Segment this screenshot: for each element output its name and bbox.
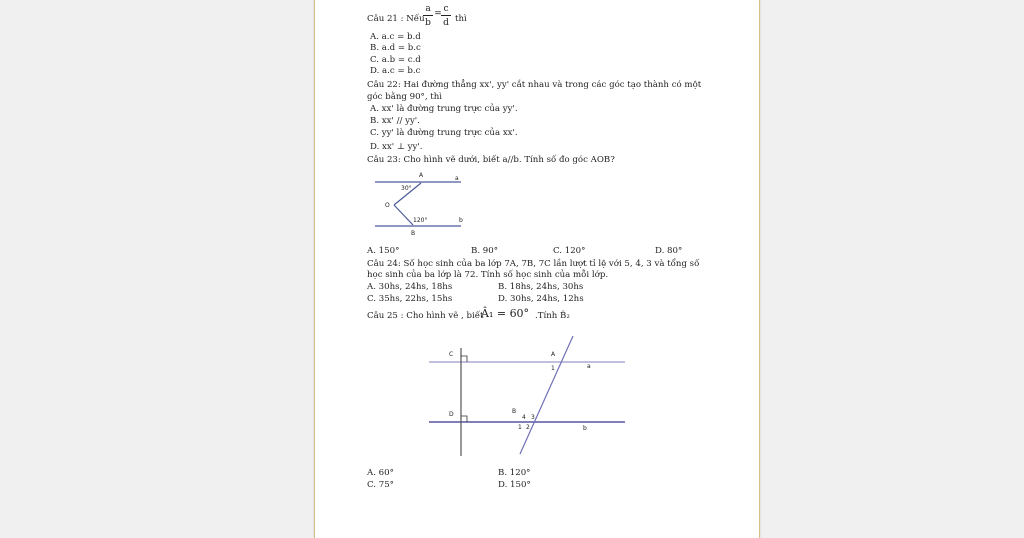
q24-line-2: học sinh của ba lớp là 72. Tính số học sinh của mỗi lớp.	[367, 270, 609, 280]
q25-label-b: b	[583, 425, 587, 432]
q23-label-B: B	[411, 230, 416, 237]
q25-label-B: B	[512, 408, 517, 415]
q25-angle-2: 2	[526, 424, 530, 431]
q25-angle-3: 3	[531, 414, 535, 421]
q23-option-c: C. 120°	[553, 246, 586, 256]
q25-option-c: C. 75°	[367, 480, 394, 490]
q25-label-a: a	[587, 363, 591, 370]
q23-option-a: A. 150°	[367, 246, 400, 256]
q23-label-A: A	[419, 172, 424, 179]
q21-option-b: B. a.d = b.c	[370, 43, 421, 53]
q25-option-b: B. 120°	[498, 468, 531, 478]
q22-option-c: C. yy' là đường trung trực của xx'.	[370, 128, 518, 138]
q25-stem: Câu 25 : Cho hình vẽ , biết	[367, 311, 484, 321]
q24-line-1: Câu 24: Số học sinh của ba lớp 7A, 7B, 7C lần lượt tỉ lệ với 5, 4, 3 và tổng số	[367, 259, 700, 269]
q25-option-d: D. 150°	[498, 480, 531, 490]
q22-option-d: D. xx' ⊥ yy'.	[370, 142, 423, 152]
q22-line-1: Câu 22: Hai đường thẳng xx', yy' cắt nhau và trong các góc tạo thành có một	[367, 80, 702, 90]
q25-given: Â₁ = 60°	[481, 307, 530, 320]
q25-figure	[315, 0, 759, 538]
q23-angle-30: 30°	[401, 185, 412, 192]
q25-label-D: D	[449, 411, 454, 418]
q23-label-a: a	[455, 175, 459, 182]
q24-option-a: A. 30hs, 24hs, 18hs	[367, 282, 453, 292]
q23-option-b: B. 90°	[471, 246, 499, 256]
q21-prefix: Câu 21 : Nếu	[367, 14, 425, 24]
q24-option-c: C. 35hs, 22hs, 15hs	[367, 294, 453, 304]
q25-angle-4: 4	[522, 414, 526, 421]
q21-numerator-2: c	[443, 4, 449, 14]
q22-option-b: B. xx' // yy'.	[370, 116, 420, 126]
q24-option-b: B. 18hs, 24hs, 30hs	[498, 282, 584, 292]
q24-option-d: D. 30hs, 24hs, 12hs	[498, 294, 584, 304]
q25-angle-1: 1	[551, 365, 555, 372]
q21-equals: =	[434, 9, 442, 19]
q23-label-O: O	[385, 202, 390, 209]
q21-option-a: A. a.c = b.d	[370, 32, 421, 42]
q25-option-a: A. 60°	[367, 468, 394, 478]
q25-label-A: A	[551, 351, 556, 358]
q21-option-c: C. a.b = c.d	[370, 55, 421, 65]
q23-stem: Câu 23: Cho hình vẽ dưới, biết a//b. Tính số đo góc AOB?	[367, 155, 615, 165]
q23-label-b: b	[459, 217, 463, 224]
q21-suffix: thì	[455, 14, 467, 24]
document-page	[314, 0, 760, 538]
q21-denominator-1: b	[425, 18, 431, 28]
q25-angle-1b: 1	[518, 424, 522, 431]
q25-label-C: C	[449, 351, 454, 358]
q25-find: .Tính B̂₂	[535, 311, 570, 321]
q22-option-a: A. xx' là đường trung trực của yy'.	[370, 104, 518, 114]
q21-numerator-1: a	[425, 4, 431, 14]
q21-option-d: D. a.c = b.c	[370, 66, 421, 76]
q23-option-d: D. 80°	[655, 246, 683, 256]
q23-angle-120: 120°	[413, 217, 428, 224]
q21-denominator-2: d	[443, 18, 449, 28]
q22-line-2: góc bằng 90°, thì	[367, 92, 443, 102]
